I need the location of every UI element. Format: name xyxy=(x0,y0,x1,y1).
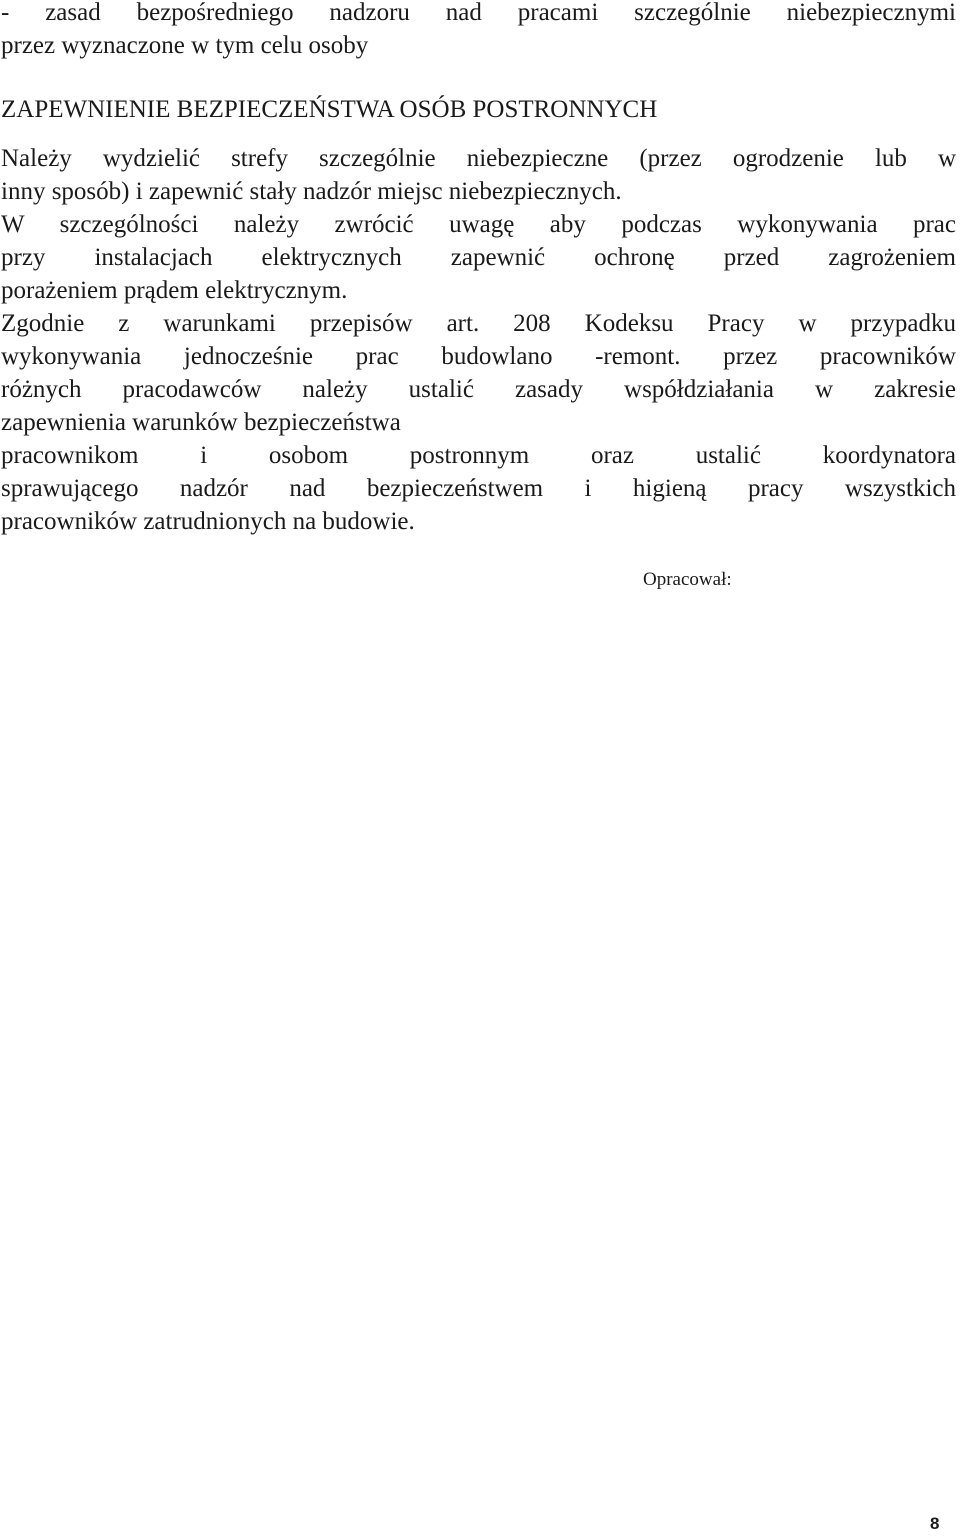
page-number: 8 xyxy=(930,1514,940,1533)
text-line: Należy wydzielić strefy szczególnie niebezpieczne (przez ogrodzenie lub w xyxy=(1,145,956,172)
text-line: sprawującego nadzór nad bezpieczeństwem i higieną pracy wszystkich xyxy=(1,475,956,502)
text-line: przez wyznaczone w tym celu osoby xyxy=(1,32,369,59)
text-line: wykonywania jednocześnie prac budowlano -remont. przez pracowników xyxy=(1,343,956,370)
text-line: pracownikom i osobom postronnym oraz ustalić koordynatora xyxy=(1,442,956,469)
text-line: przy instalacjach elektrycznych zapewnić ochronę przed zagrożeniem xyxy=(1,244,956,271)
text-line: pracowników zatrudnionych na budowie. xyxy=(1,508,415,535)
text-line: różnych pracodawców należy ustalić zasady współdziałania w zakresie xyxy=(1,376,956,403)
section-heading: ZAPEWNIENIE BEZPIECZEŃSTWA OSÓB POSTRONNYCH xyxy=(1,96,658,123)
signature-label: Opracował: xyxy=(643,569,732,590)
text-line: - zasad bezpośredniego nadzoru nad pracami szczególnie niebezpiecznymi xyxy=(1,0,956,26)
text-line: porażeniem prądem elektrycznym. xyxy=(1,277,348,304)
text-line: inny sposób) i zapewnić stały nadzór miejsc niebezpiecznych. xyxy=(1,178,622,205)
text-line: zapewnienia warunków bezpieczeństwa xyxy=(1,409,401,436)
text-line: Zgodnie z warunkami przepisów art. 208 Kodeksu Pracy w przypadku xyxy=(1,310,956,337)
text-line: W szczególności należy zwrócić uwagę aby podczas wykonywania prac xyxy=(1,211,956,238)
